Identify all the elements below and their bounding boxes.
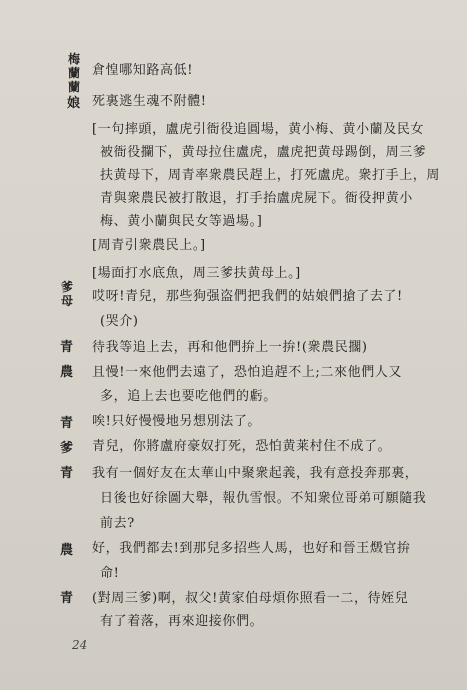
speaker-mei-lanlan: 梅蘭蘭	[67, 52, 80, 94]
stage-direction: 青與衆農民被打散退，打手抬盧虎屍下。衙役押黄小	[100, 191, 413, 206]
stage-direction: 梅、黄小蘭與民女等過場。]	[100, 214, 263, 229]
speaker-qing: 青	[60, 466, 74, 481]
text-line: 唉!只好慢慢地另想別法了。	[92, 414, 262, 429]
text-line: 青兒，你將盧府豪奴打死，恐怕黄莱村住不成了。	[92, 439, 392, 454]
speaker-qing: 青	[60, 416, 74, 431]
stage-direction: 被衙役攔下，黄母拉住盧虎，盧虎把黄母踢倒，周三爹	[100, 145, 427, 160]
text-line: 且慢!一來他們去遠了，恐怕追趕不上;二來他們人又	[92, 365, 403, 380]
text-line: 哎呀!青兒，那些狗强盗們把我們的姑娘們搶了去了!	[92, 289, 403, 304]
text-line: 日後也好徐圖大舉，報仇雪恨。不知衆位哥弟可願隨我	[100, 491, 427, 506]
text-line: 待我等追上去，再和他們拚上一拚!(衆農民擱)	[92, 340, 368, 355]
speaker-die-mu: 爹母	[60, 280, 73, 308]
stage-direction: [場面打水底魚，周三爹扶黄母上。]	[92, 266, 301, 281]
speaker-nong: 農	[60, 543, 74, 558]
stage-direction: 扶黄母下，周青率衆農民趕上，打死盧虎。衆打手上，周	[100, 168, 441, 183]
stage-direction: [周青引衆農民上。]	[92, 238, 206, 253]
speaker-die: 爹	[60, 441, 74, 456]
text-line: 命!	[100, 566, 120, 581]
text-line: 多，追上去也要吃他們的虧。	[100, 389, 277, 404]
text-line: 好，我們都去!到那兒多招些人馬，也好和晉王燬官拚	[92, 541, 411, 556]
text-line: (對周三爹)啊，叔父!黄家伯母煩你照看一二，待姪兒	[92, 591, 409, 606]
text-line: (哭介)	[100, 314, 139, 329]
page-number: 24	[72, 638, 88, 652]
text-line: 死裏逃生魂不附體!	[92, 94, 207, 109]
speaker-nong: 農	[60, 365, 74, 380]
speaker-qing: 青	[60, 591, 74, 606]
text-line: 前去?	[100, 516, 135, 531]
stage-direction: [一句摔頭，盧虎引衙役追圓場，黄小梅、黄小蘭及民女	[92, 122, 425, 137]
text-line: 有了着落，再來迎接你們。	[100, 614, 264, 629]
speaker-niang: 娘	[67, 96, 81, 111]
text-line: 倉惶哪知路高低!	[92, 63, 194, 78]
text-line: 我有一個好友在太華山中聚衆起義，我有意投奔那裏，	[92, 466, 419, 481]
speaker-qing: 青	[60, 340, 74, 355]
